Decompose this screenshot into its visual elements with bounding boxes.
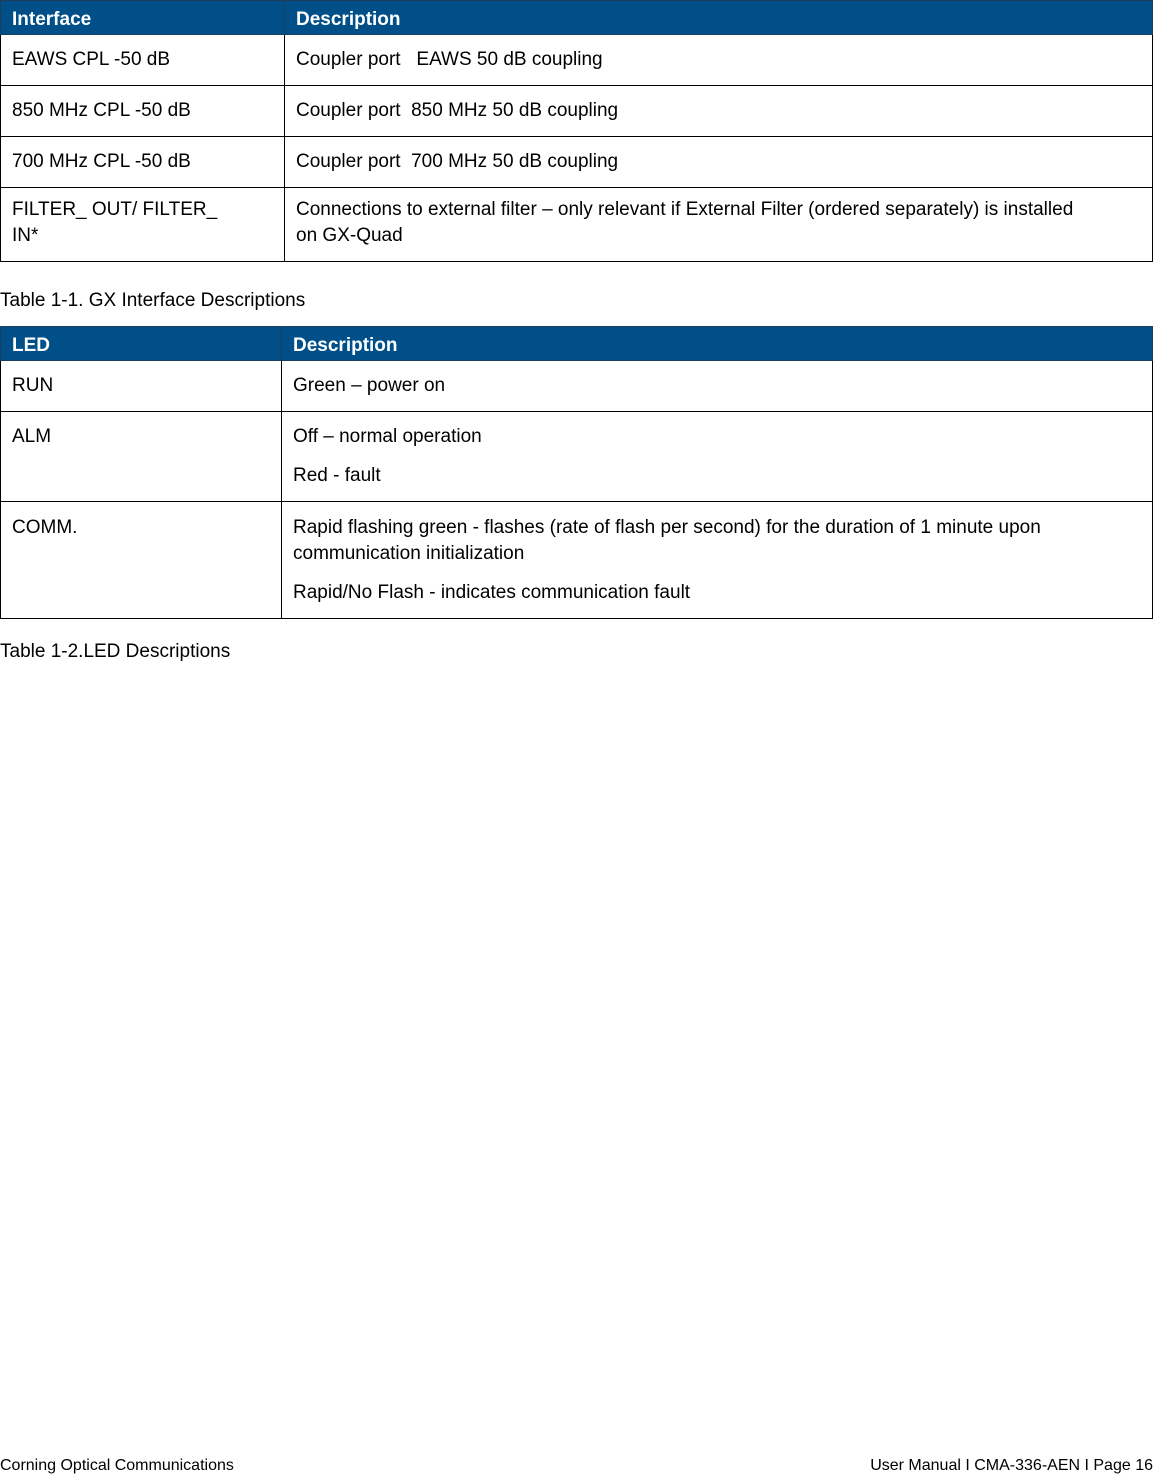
description-line: Green – power on: [293, 375, 446, 396]
table-caption: Table 1-2.LED Descriptions: [0, 641, 231, 662]
table-caption: Table 1-1. GX Interface Descriptions: [0, 290, 306, 311]
description-cell: [282, 502, 1153, 619]
table-row: [1, 137, 1153, 188]
description-line: Rapid flashing green - flashes (rate of flash per second) for the duration of 1 minute upon communication initialization: [293, 517, 1041, 564]
column-header-description: Description: [282, 327, 1153, 361]
description-cell: Coupler port EAWS 50 dB coupling: [285, 35, 1153, 86]
led-cell: COMM.: [1, 502, 282, 619]
column-header-interface: Interface: [1, 1, 285, 35]
table-header-row: [1, 327, 1153, 361]
interface-table: [0, 0, 1153, 262]
interface-cell: 700 MHz CPL -50 dB: [1, 137, 285, 188]
description-cell: Connections to external filter – only relevant if External Filter (ordered separately) is installed on GX-Quad: [285, 188, 1153, 262]
description-cell: [282, 361, 1153, 412]
description-line: Red - fault: [293, 465, 381, 486]
interface-cell: 850 MHz CPL -50 dB: [1, 86, 285, 137]
table-row: [1, 188, 1153, 262]
description-line: Off – normal operation: [293, 426, 482, 447]
table-header-row: [1, 1, 1153, 35]
column-header-description: Description: [285, 1, 1153, 35]
led-table: [0, 326, 1153, 619]
table-row: [1, 412, 1153, 502]
interface-cell: EAWS CPL -50 dB: [1, 35, 285, 86]
description-line: Rapid/No Flash - indicates communication fault: [293, 582, 691, 603]
description-cell: [282, 412, 1153, 502]
table-row: [1, 361, 1153, 412]
description-cell: Coupler port 850 MHz 50 dB coupling: [285, 86, 1153, 137]
table-row: [1, 502, 1153, 619]
footer-page-info: User Manual I CMA-336-AEN I Page 16: [870, 1457, 1153, 1474]
column-header-led: LED: [1, 327, 282, 361]
interface-cell: FILTER_ OUT/ FILTER_ IN*: [1, 188, 285, 262]
table-row: [1, 86, 1153, 137]
table-row: [1, 35, 1153, 86]
led-cell: ALM: [1, 412, 282, 502]
led-cell: RUN: [1, 361, 282, 412]
footer-company: Corning Optical Communications: [0, 1457, 234, 1474]
description-cell: Coupler port 700 MHz 50 dB coupling: [285, 137, 1153, 188]
